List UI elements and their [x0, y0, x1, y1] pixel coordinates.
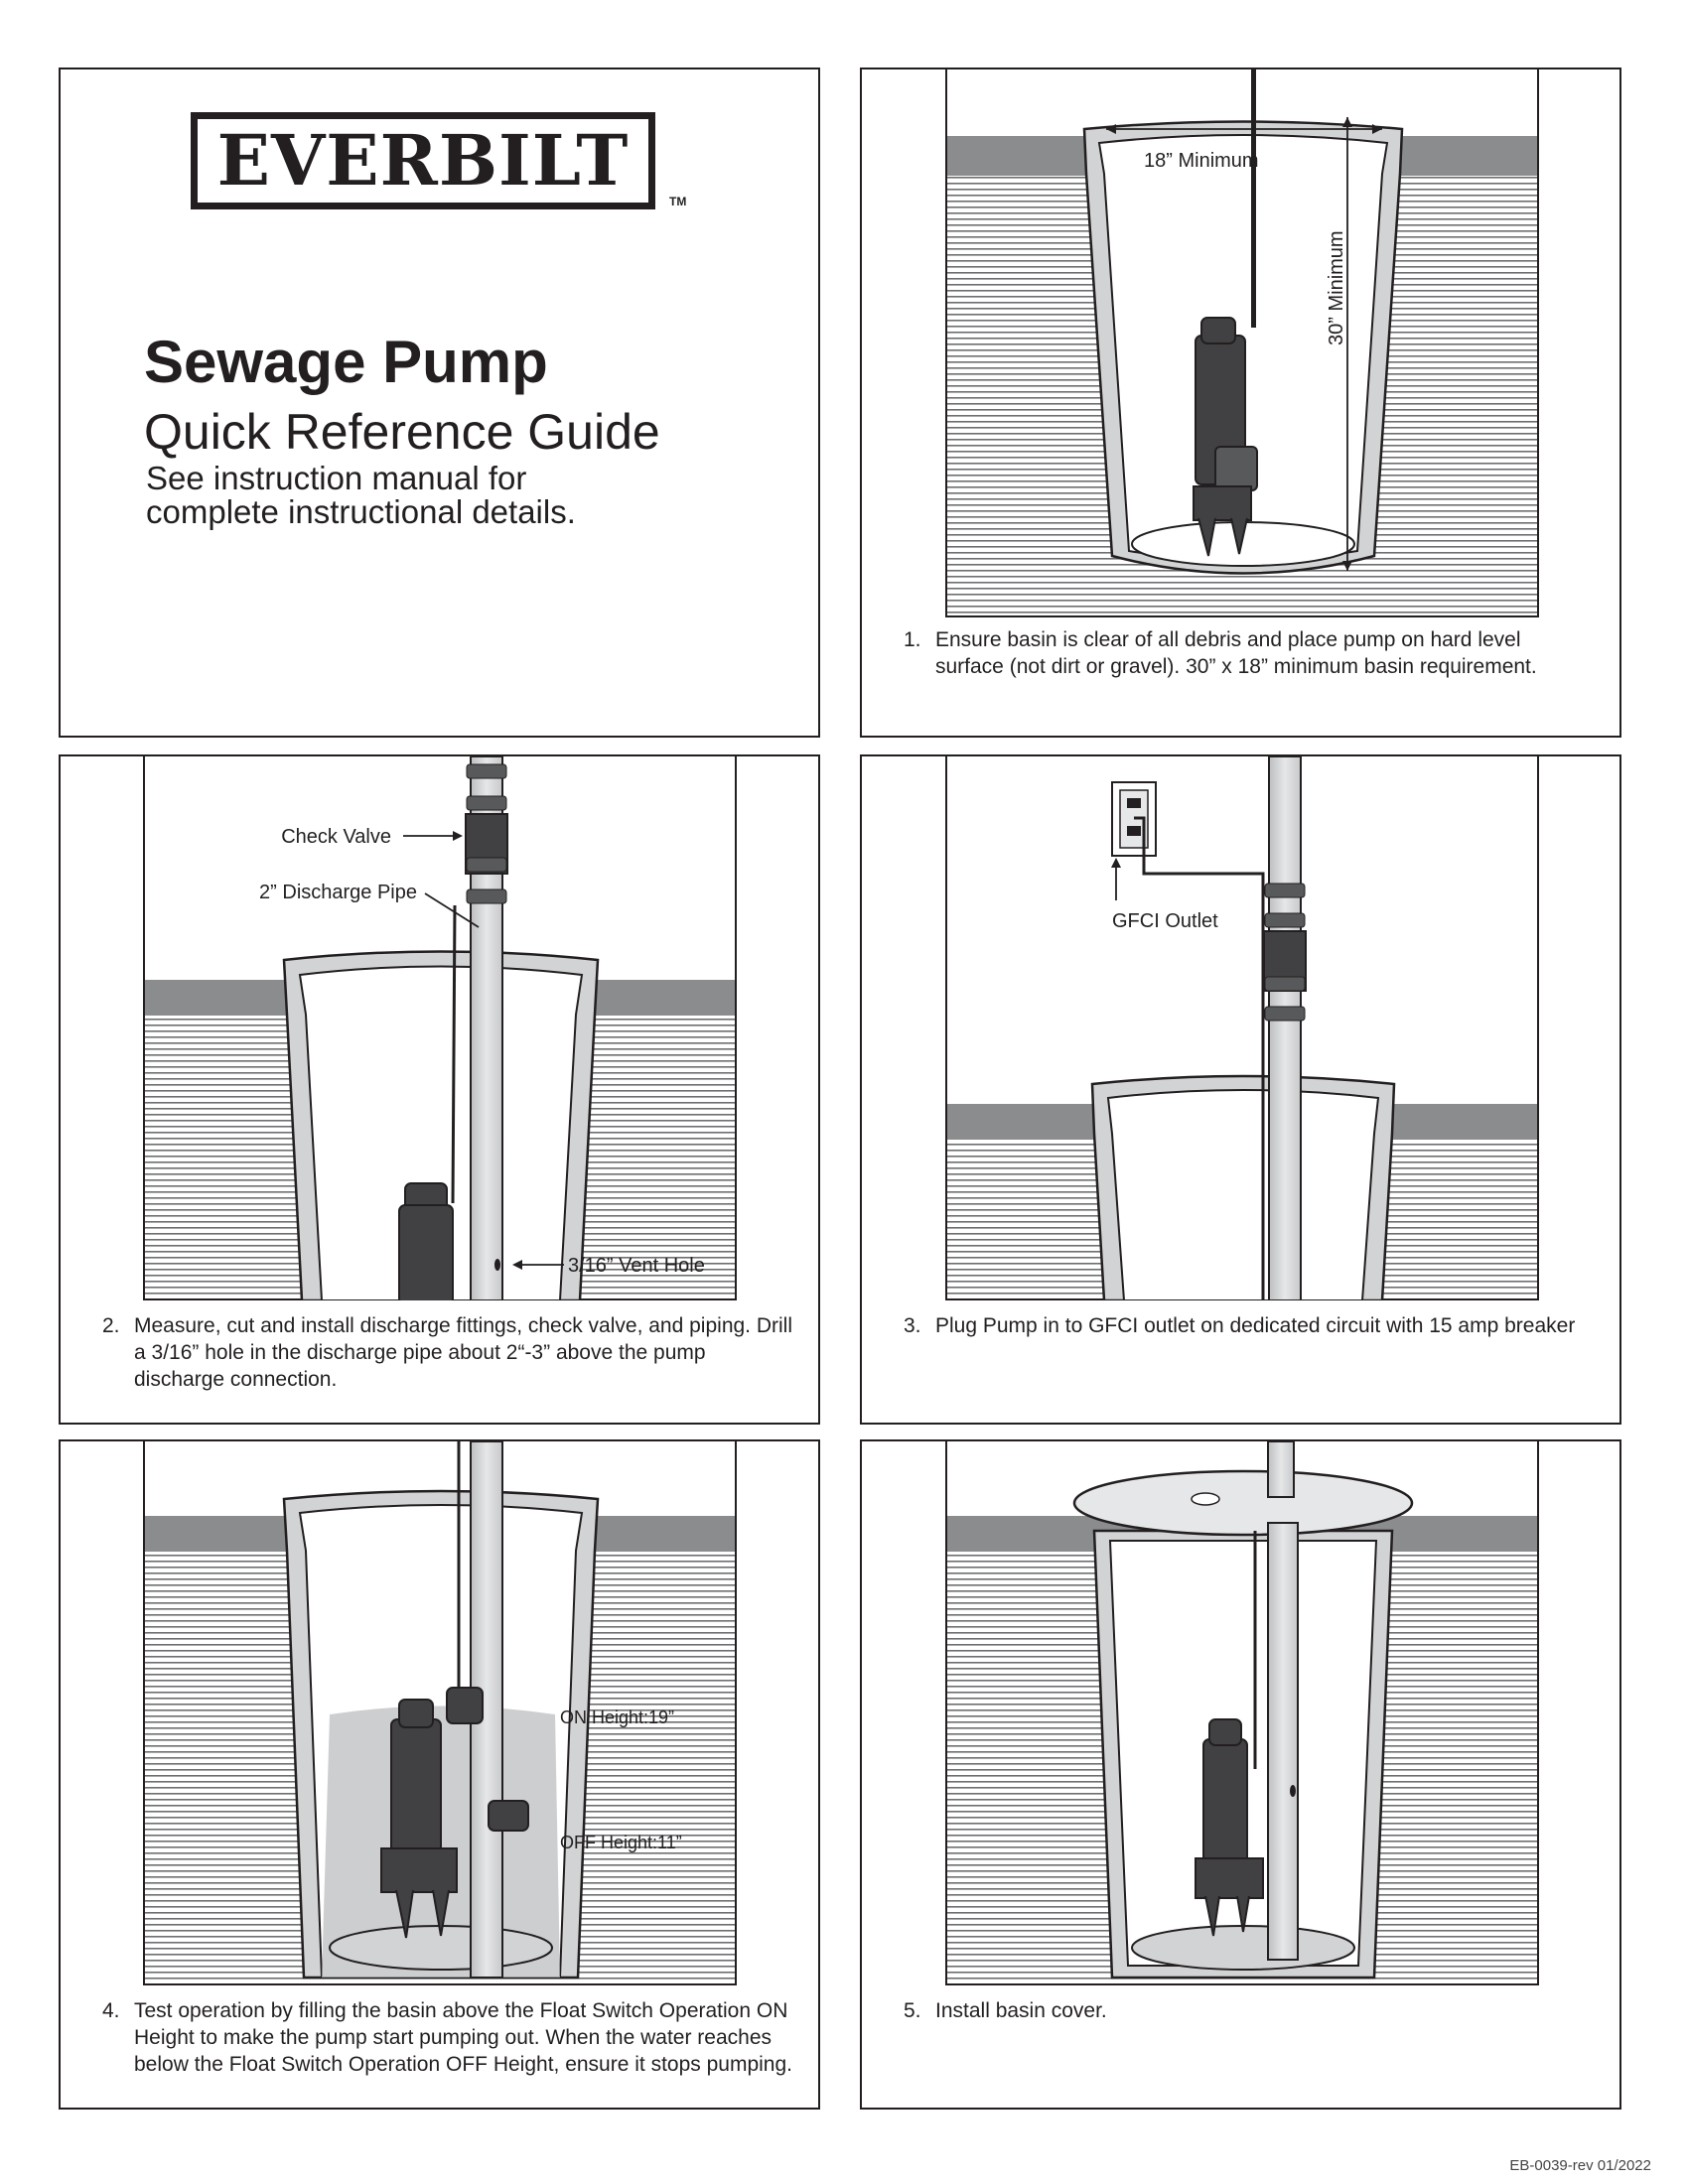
document-code: EB-0039-rev 01/2022 — [1509, 2157, 1651, 2174]
gfci-outlet-label: GFCI Outlet — [1112, 910, 1218, 932]
step-1-illustration — [945, 69, 1539, 617]
step-3-illustration — [945, 756, 1539, 1300]
discharge-pipe — [466, 756, 507, 1300]
sewage-pump — [399, 1183, 453, 1300]
step-2-caption — [102, 1312, 797, 1393]
step-3-text: Plug Pump in to GFCI outlet on dedicated circuit with 15 amp breaker — [935, 1314, 1576, 1337]
off-height-label: OFF Height:11” — [560, 1833, 682, 1852]
basin — [1092, 1076, 1394, 1300]
width-minimum-label: 18” Minimum — [1144, 150, 1259, 172]
check-valve-label: Check Valve — [281, 826, 391, 848]
step-3-caption — [904, 1312, 1589, 1339]
instruction-note — [146, 462, 576, 529]
step-2-number: 2. — [102, 1314, 120, 1337]
everbilt-logo — [191, 112, 655, 209]
step-5-number: 5. — [904, 1999, 921, 2022]
discharge-pipe — [1264, 756, 1306, 1300]
on-height-label: ON Height:19” — [560, 1707, 675, 1727]
height-minimum-label: 30” Minimum — [1326, 230, 1347, 345]
step-4-text: Test operation by filling the basin above the Float Switch Operation ON Height to make the pump start pumping out. When the water reaches below the Float Switch Operation OFF Height, ensure it stops pumping. — [134, 1999, 792, 2076]
step-3-number: 3. — [904, 1314, 921, 1337]
step-4-illustration — [143, 1441, 737, 1985]
discharge-pipe-label: 2” Discharge Pipe — [259, 882, 417, 903]
step-2-text: Measure, cut and install discharge fittings, check valve, and piping. Drill a 3/16” hole in the discharge pipe about 2“-3” above the pump discharge connection. — [134, 1314, 792, 1391]
step-1-caption — [904, 626, 1589, 680]
note-line-1: See instruction manual for — [146, 460, 527, 496]
note-line-2: complete instructional details. — [146, 493, 576, 530]
step-2-illustration — [143, 756, 737, 1300]
page-subtitle: Quick Reference Guide — [144, 404, 660, 460]
logo-text: EVERBILT — [216, 119, 630, 202]
step-4-caption — [102, 1997, 797, 2078]
step-4-number: 4. — [102, 1999, 120, 2022]
step-5-caption — [904, 1997, 1589, 2024]
vent-hole-label: 3/16” Vent Hole — [568, 1255, 705, 1277]
page-title: Sewage Pump — [144, 329, 548, 395]
step-1-number: 1. — [904, 628, 921, 651]
trademark: TM — [669, 195, 687, 208]
float-switch — [447, 1688, 483, 1723]
step-5-illustration — [945, 1441, 1539, 1985]
step-5-text: Install basin cover. — [935, 1999, 1107, 2022]
basin-cover — [1074, 1471, 1412, 1535]
step-1-text: Ensure basin is clear of all debris and place pump on hard level surface (not dirt or gravel). 30” x 18” minimum basin requirement. — [935, 628, 1537, 678]
